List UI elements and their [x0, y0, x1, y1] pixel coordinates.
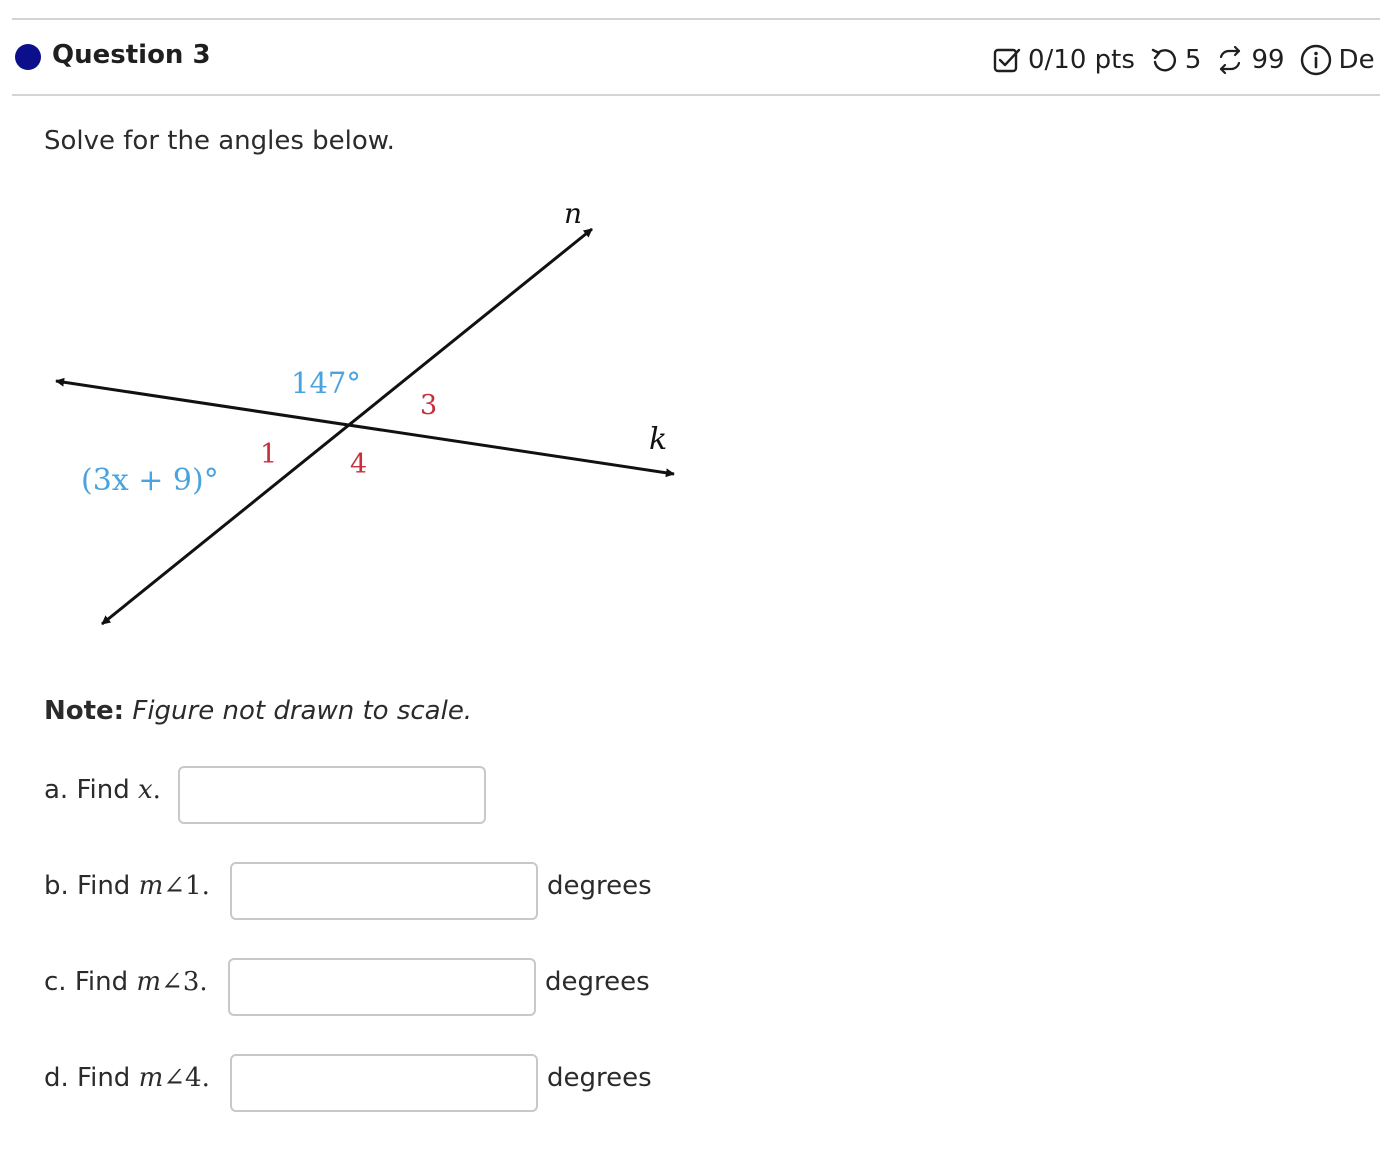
versions-icon	[1215, 45, 1245, 75]
part-b-label: b. Find m∠1.	[44, 871, 210, 901]
part-c-label: c. Find m∠3.	[44, 967, 208, 997]
label-n: n	[564, 197, 583, 230]
question-status-dot	[15, 44, 41, 70]
angle-1-unit: degrees	[547, 871, 652, 901]
answer-angle-3-input[interactable]	[228, 958, 536, 1016]
top-divider	[12, 18, 1380, 20]
question-prompt: Solve for the angles below.	[44, 126, 395, 156]
angle-1-label: 1	[260, 439, 278, 470]
part-a-label: a. Find x.	[44, 775, 161, 805]
part-d-label: d. Find m∠4.	[44, 1063, 210, 1093]
answer-angle-4-input[interactable]	[230, 1054, 538, 1112]
line-n	[102, 229, 592, 624]
angle-4-label: 4	[350, 449, 368, 480]
header-divider	[12, 94, 1380, 96]
answer-angle-1-input[interactable]	[230, 862, 538, 920]
question-meta	[992, 40, 1375, 80]
checkbox-icon	[992, 45, 1022, 75]
figure-note	[44, 696, 472, 726]
versions-count: 99	[1251, 45, 1285, 75]
retry-icon	[1149, 45, 1179, 75]
given-angle-label: 147°	[291, 366, 361, 400]
score-text: 0/10 pts	[1028, 45, 1135, 75]
angle-3-label: 3	[420, 390, 438, 421]
angle-diagram	[40, 190, 700, 640]
angle-4-unit: degrees	[547, 1063, 652, 1093]
note-text: Figure not drawn to scale.	[132, 696, 473, 726]
note-label: Note:	[44, 696, 125, 726]
info-icon[interactable]	[1299, 43, 1333, 77]
label-k: k	[649, 422, 668, 457]
question-title: Question 3	[52, 40, 211, 70]
retries-count: 5	[1184, 45, 1202, 75]
details-link[interactable]: De	[1338, 45, 1375, 75]
expression-angle-label: (3x + 9)°	[81, 463, 219, 498]
angle-3-unit: degrees	[545, 967, 650, 997]
answer-x-input[interactable]	[178, 766, 486, 824]
